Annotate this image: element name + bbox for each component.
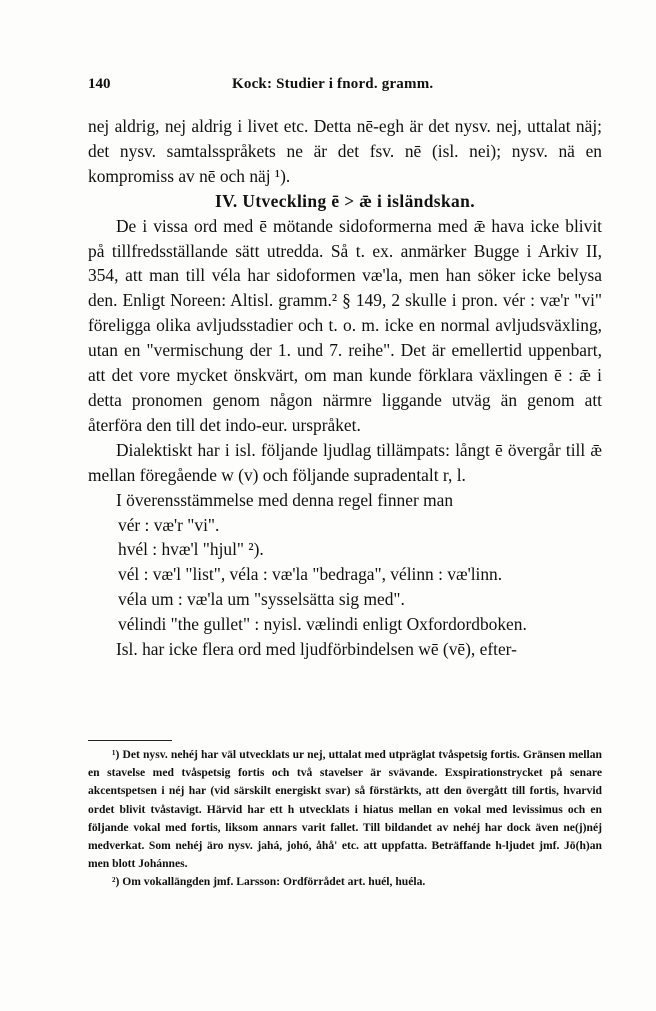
- paragraph-5: Isl. har icke flera ord med ljudförbindelsen wē (vē), efter-: [116, 639, 517, 660]
- page-header: [88, 76, 608, 96]
- running-title: Kock: Studier i fnord. gramm.: [232, 76, 434, 92]
- main-text: [88, 114, 602, 662]
- page-number: 140: [88, 76, 111, 92]
- paragraph-2: De i vissa ord med ē mötande sidoformerna med ǣ hava icke blivit på tillfredsställande sätt utredda. Så t. ex. anmärker Bugge i Arkiv II, 354, att man till véla har sidoformen væ'la, men han söker icke belysa den. Enligt Noreen: Altisl. gramm.² § 149, 2 skulle i pron. vér : væ'r "vi" föreligga olika avljudsstadier och t. o. m. icke en normal avljudsväxling, utan en "vermischung der 1. und 7. reihe". Det är emellertid uppenbart, att det vore mycket önskvärt, om man kunde förklara växlingen ē : ǣ i detta pronomen genom någon närmre liggande utväg än genom att återföra den till det indo-eur. urspråket.: [88, 215, 602, 435]
- example-line-5: vélindi "the gullet" : nyisl. vælindi enligt Oxfordordboken.: [118, 614, 527, 635]
- example-line-4: véla um : væ'la um "sysselsätta sig med".: [118, 589, 405, 610]
- example-line-2: hvél : hvæ'l "hjul" ²).: [118, 539, 264, 560]
- example-line-1: vér : væ'r "vi".: [118, 514, 220, 535]
- paragraph-4: I överensstämmelse med denna regel finner man: [116, 489, 454, 510]
- paragraph-3: Dialektiskt har i isl. följande ljudlag tillämpats: långt ē övergår till ǣ mellan föregående w (v) och följande supradentalt r, l.: [88, 439, 602, 485]
- footnote-rule: [88, 740, 172, 741]
- section-heading: IV. Utveckling ē > ǣ i isländskan.: [215, 190, 475, 211]
- footnote-2: ²) Om vokallängden jmf. Larsson: Ordförrådet art. huél, huéla.: [112, 875, 426, 889]
- footnote-1: ¹) Det nysv. nehéj har väl utvecklats ur nej, uttalat med utpräglat tvåspetsig fortis. Gränsen mellan en stavelse med tvåspetsig fortis och två stavelser är svävande. Exspirationstrycket på senare akcentspetsen i néj har (vid särskilt energiskt svar) så förstärkts, att den övergått till fortis, hvarvid ordet blivit tvåstavigt. Härvid har ett h utvecklats i hiatus mellan en vokal med levissimus och en följande vokal med fortis, liksom annars varit fallet. Till bildandet av nehéj har dock även ne(j)néj medverkat. Som nehéj äro nysv. jahá, johó, åhå' etc. att uppfatta. Beträffande h-ljudet jmf. Jō(h)an men blott Johánnes.: [88, 748, 602, 871]
- example-line-3: vél : væ'l "list", véla : væ'la "bedraga", vélinn : væ'linn.: [118, 564, 503, 585]
- paragraph-1: nej aldrig, nej aldrig i livet etc. Detta nē-egh är det nysv. nej, uttalat näj; det nysv. samtalsspråkets ne är det fsv. nē (isl. nei); nysv. nä en kompromiss av nē och näj ¹).: [88, 116, 602, 186]
- footnotes: [88, 746, 602, 892]
